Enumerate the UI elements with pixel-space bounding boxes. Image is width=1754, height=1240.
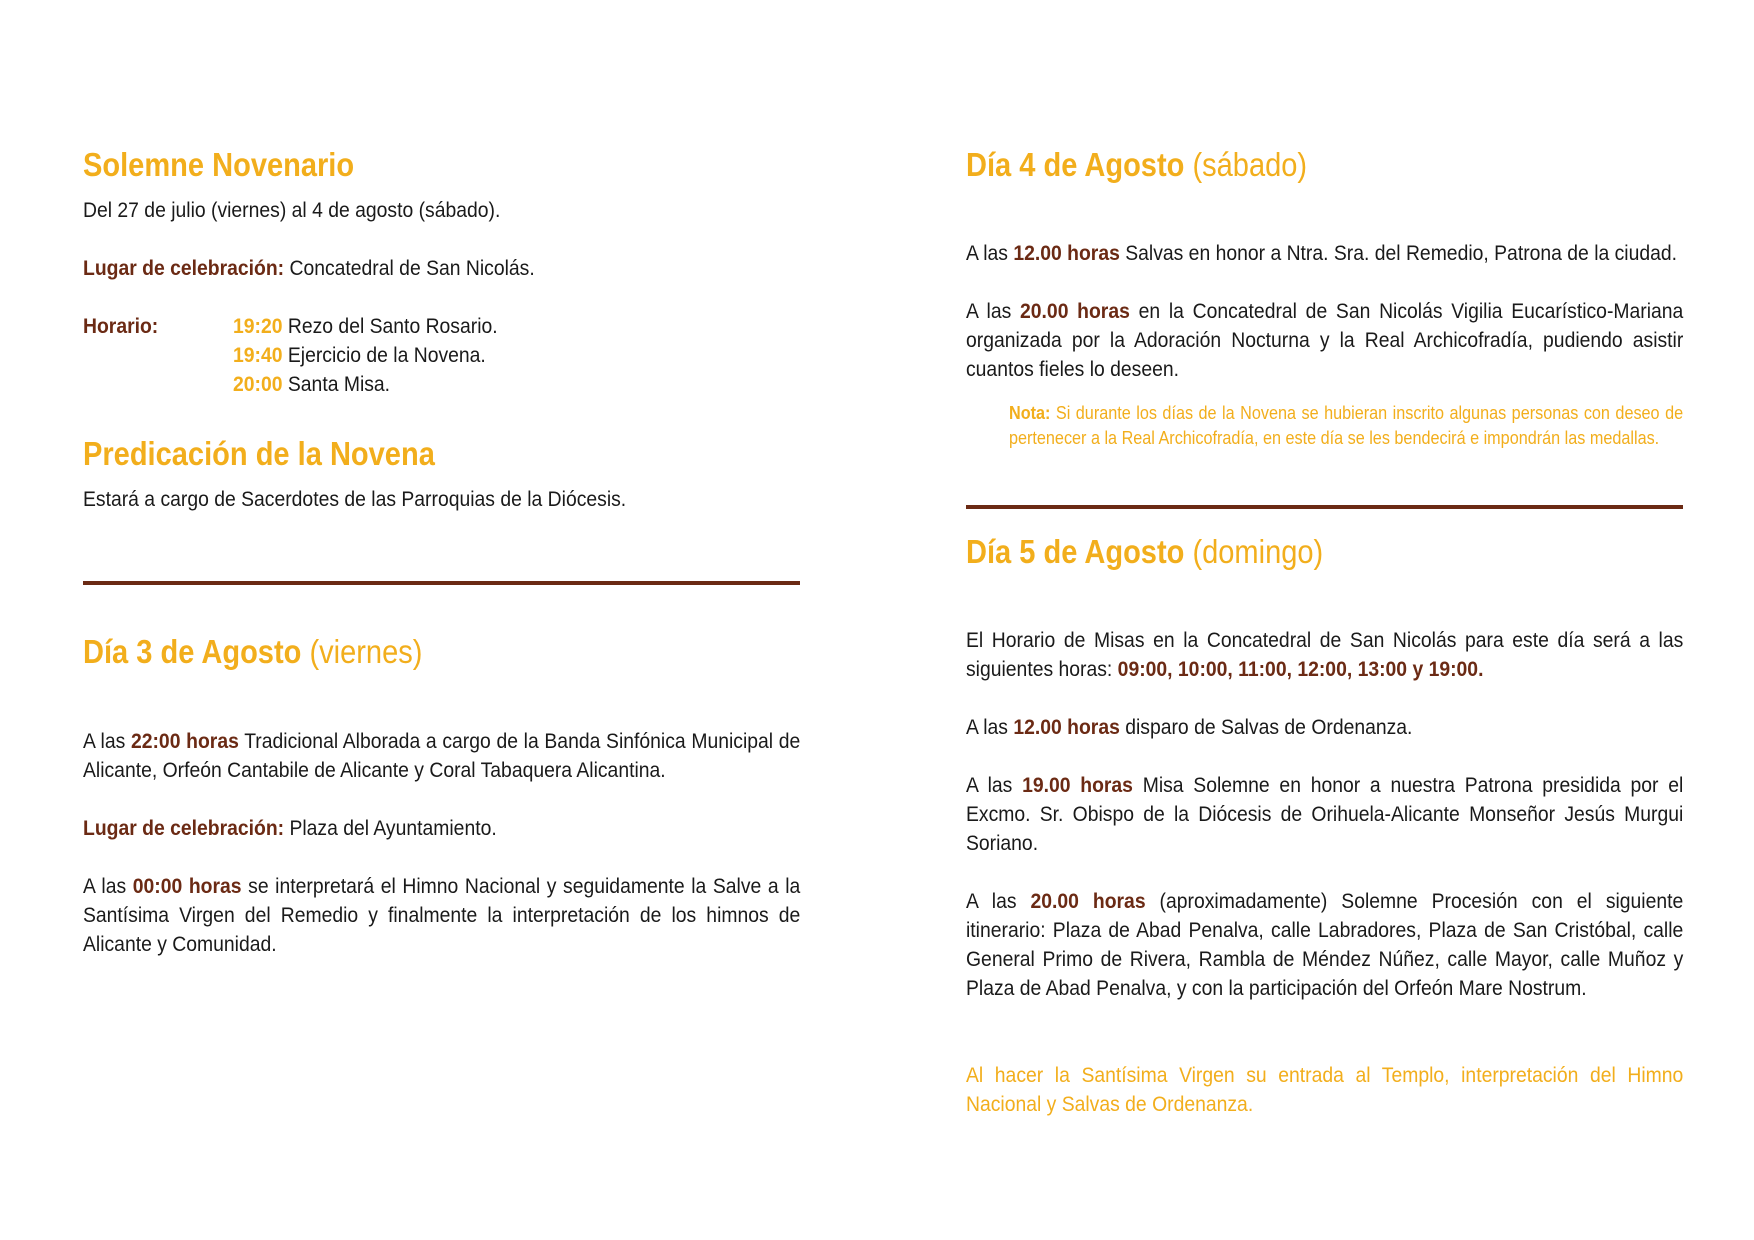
predicacion-text: Estará a cargo de Sacerdotes de las Parroquias de la Diócesis. — [83, 487, 627, 511]
dia5-misa-solemne: A las 19.00 horas Misa Solemne en honor a nuestra Patrona presidida por el Excmo. Sr. Obispo de la Diócesis de Orihuela-Alicante Monseñor Jesús Murgui Soriano. — [966, 773, 1684, 855]
dia5-procesion: A las 20.00 horas (aproximadamente) Solemne Procesión con el siguiente itinerario: Plaza de Abad Penalva, calle Labradores, Plaza de San Cristóbal, calle General Primo de Rivera, Rambla de Méndez Núñez, calle Mayor, calle Muñoz y Plaza de Abad Penalva, y con la participación del Orfeón Mare Nostrum. — [966, 889, 1684, 1000]
dia4-title: Día 4 de Agosto (sábado) — [966, 146, 1308, 183]
dia4-salvas: A las 12.00 horas Salvas en honor a Ntra. Sra. del Remedio, Patrona de la ciudad. — [966, 241, 1678, 265]
section-divider — [83, 581, 800, 585]
novenario-dates: Del 27 de julio (viernes) al 4 de agosto (sábado). — [83, 198, 501, 222]
dia3-himno: A las 00:00 horas se interpretará el Himno Nacional y seguidamente la Salve a la Santísima Virgen del Remedio y finalmente la interpretación de los himnos de Alicante y Comunidad. — [83, 874, 801, 956]
dia4-vigilia: A las 20.00 horas en la Concatedral de San Nicolás Vigilia Eucarístico-Mariana organizada por la Adoración Nocturna y la Real Archicofradía, pudiendo asistir cuantos fieles lo deseen. — [966, 299, 1684, 381]
dia5-salvas: A las 12.00 horas disparo de Salvas de Ordenanza. — [966, 715, 1413, 739]
horario-label: Horario: — [83, 314, 159, 338]
novenario-horario — [83, 312, 800, 402]
dia5-misas: El Horario de Misas en la Concatedral de San Nicolás para este día será a las siguientes horas: 09:00, 10:00, 11:00, 12:00, 13:00 y 19:00. — [966, 628, 1684, 681]
dia5-title: Día 5 de Agosto (domingo) — [966, 533, 1324, 570]
horario-row: 19:20 Rezo del Santo Rosario. — [233, 314, 498, 338]
section-divider — [966, 505, 1683, 509]
novenario-section — [83, 145, 800, 185]
novenario-title: Solemne Novenario — [83, 146, 355, 183]
predicacion-title: Predicación de la Novena — [83, 435, 435, 472]
dia3-lugar: Lugar de celebración: Plaza del Ayuntamiento. — [83, 816, 497, 840]
horario-row: 20:00 Santa Misa. — [233, 372, 391, 396]
dia3-alborada: A las 22:00 horas Tradicional Alborada a cargo de la Banda Sinfónica Municipal de Alicante, Orfeón Cantabile de Alicante y Coral Tabaquera Alicantina. — [83, 729, 801, 782]
dia4-note: Nota: Si durante los días de la Novena se hubieran inscrito algunas personas con deseo de pertenecer a la Real Archicofradía, en este día se les bendecirá e impondrán las medallas. — [1009, 403, 1684, 448]
dia3-title: Día 3 de Agosto (viernes) — [83, 633, 423, 670]
dia5-closing: Al hacer la Santísima Virgen su entrada al Templo, interpretación del Himno Nacional y Salvas de Ordenanza. — [966, 1063, 1684, 1116]
horario-row: 19:40 Ejercicio de la Novena. — [233, 343, 486, 367]
novenario-lugar: Lugar de celebración: Concatedral de San Nicolás. — [83, 256, 535, 280]
